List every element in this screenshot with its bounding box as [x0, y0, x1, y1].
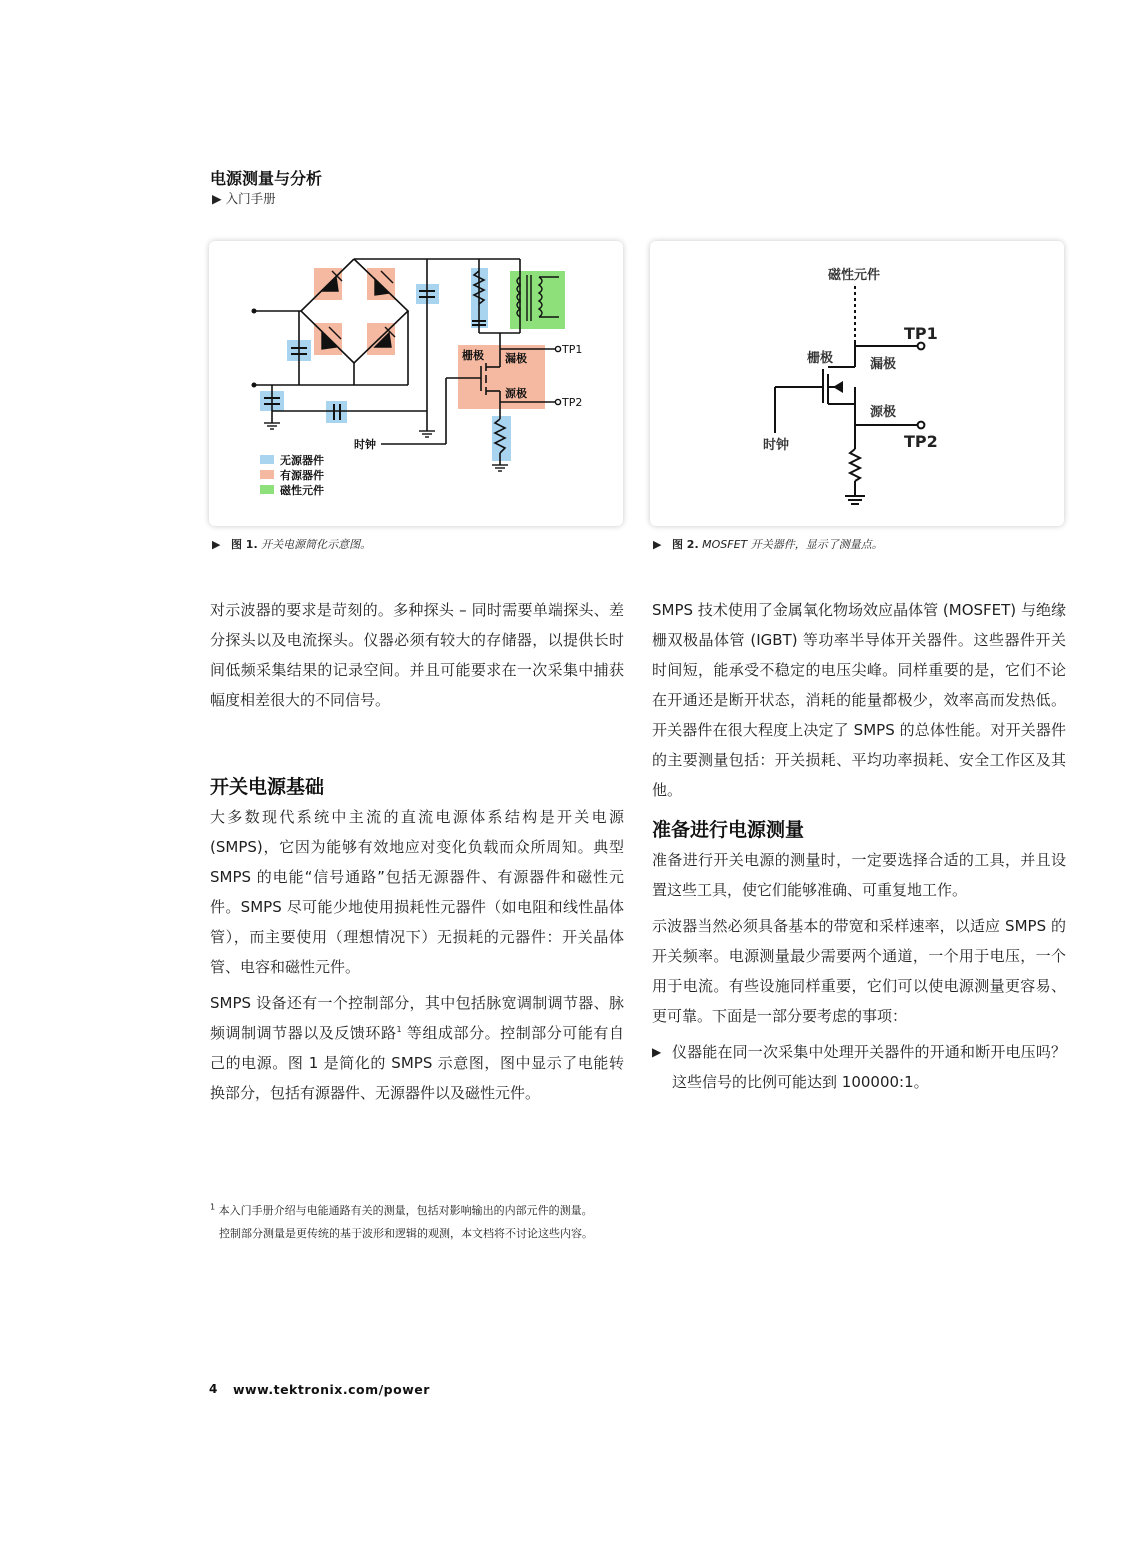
source-label: 源极	[870, 405, 897, 420]
ac-input-terminal	[252, 383, 257, 388]
drain-label: 漏极	[870, 357, 897, 372]
figure-1-smps-schematic	[209, 241, 623, 526]
magnetic-label: 磁性元件	[828, 268, 881, 283]
smps-basics-paragraph-1: 大多数现代系统中主流的直流电源体系结构是开关电源 (SMPS)，它因为能够有效地应对变化负载而众所周知。典型 SMPS 的电能“信号通路”包括无源器件、有源器件和磁性元件。SMPS 尽可能少地使用损耗性元器件（如电阻和线性晶体管），而主要使用（理想情况下）无损耗的元器件：开关晶体管、电容和磁性元件。	[210, 808, 624, 976]
footnote-mark: 1	[210, 1202, 216, 1212]
legend-swatch-magnetic	[260, 485, 274, 494]
footnote-line-1	[210, 1199, 624, 1222]
switching-devices-paragraph: SMPS 技术使用了金属氧化物场效应晶体管 (MOSFET) 与绝缘栅双极晶体管 (IGBT) 等功率半导体开关器件。这些器件开关时间短，能承受不稳定的电压尖峰。同样重要的是，它们不论在开通还是断开状态，消耗的能量都极少，效率高而发热低。开关器件在很大程度上决定了 SMPS 的总体性能。对开关器件的主要测量包括：开关损耗、平均功率损耗、安全工作区及其他。	[652, 601, 1066, 799]
mosfet-body-arrow	[833, 381, 843, 393]
footer-url-link[interactable]: www.tektronix.com/power	[233, 1382, 430, 1397]
legend-label-active: 有源器件	[280, 469, 324, 482]
intro-paragraph: 对示波器的要求是苛刻的。多种探头 – 同时需要单端探头、差分探头以及电流探头。仪器必须有较大的存储器，以提供长时间低频采集结果的记录空间。并且可能要求在一次采集中捕获幅度相差很大的不同信号。	[210, 601, 624, 709]
gate-label: 栅极	[462, 349, 484, 362]
document-title: 电源测量与分析	[210, 169, 323, 188]
drain-label: 漏极	[505, 352, 527, 365]
bullet-arrow-icon: ▶	[652, 1045, 662, 1059]
clock-label: 时钟	[763, 438, 790, 453]
source-resistor	[850, 449, 860, 481]
tp2-terminal	[918, 422, 925, 429]
figure-1-caption	[212, 536, 371, 552]
mosfet-switch-diagram	[650, 241, 1064, 526]
document-subtitle	[212, 189, 276, 207]
ac-input-terminal	[252, 309, 257, 314]
figure-2-caption-text: MOSFET 开关器件，显示了测量点。	[702, 538, 883, 551]
smps-schematic-diagram	[209, 241, 623, 526]
prepare-paragraph-1: 准备进行开关电源的测量时，一定要选择合适的工具，并且设置这些工具，使它们能够准确、可重复地工作。	[652, 851, 1066, 899]
tp2-label: TP2	[562, 396, 583, 409]
legend-swatch-passive	[260, 455, 274, 464]
tp1-label: TP1	[562, 343, 583, 356]
figure-1-caption-text: 开关电源简化示意图。	[261, 538, 372, 551]
subtitle-text: 入门手册	[225, 191, 276, 206]
caption-arrow-icon: ▶	[653, 538, 662, 551]
section-heading-smps-basics: 开关电源基础	[210, 776, 325, 798]
footnote-line-2: 控制部分测量是更传统的基于波形和逻辑的观测，本文档将不讨论这些内容。	[219, 1227, 593, 1240]
schematic-legend	[260, 453, 324, 497]
prepare-paragraph-2: 示波器当然必须具备基本的带宽和采样速率，以适应 SMPS 的开关频率。电源测量最少需要两个通道，一个用于电压，一个用于电流。有些设施同样重要，它们可以使电源测量更容易、更可靠。下面是一部分要考虑的事项：	[652, 917, 1066, 1025]
right-column	[652, 595, 1066, 1097]
legend-label-passive: 无源器件	[280, 454, 324, 467]
smps-basics-paragraph-2	[210, 988, 624, 1108]
mosfet-wires	[775, 286, 918, 496]
legend-swatch-active	[260, 470, 274, 479]
source-label: 源极	[505, 387, 527, 400]
tp2-terminal	[555, 399, 560, 404]
footnote-reference: 1	[396, 1025, 402, 1034]
legend-label-magnetic: 磁性元件	[280, 484, 324, 497]
ground-symbol	[845, 496, 865, 504]
tp1-terminal	[918, 343, 925, 350]
caption-arrow-icon: ▶	[212, 538, 221, 551]
left-column	[210, 595, 624, 1114]
figure-1-number: 图 1.	[230, 538, 258, 551]
section-heading-prepare-measurement: 准备进行电源测量	[652, 819, 805, 841]
bullet-item	[652, 1037, 1066, 1097]
figure-2-number: 图 2.	[671, 538, 699, 551]
paragraph-2-part-a: SMPS 设备还有一个控制部分，其中包括脉宽调制调节器、脉频调制调节器以及反馈环路	[210, 994, 624, 1042]
tp2-label: TP2	[904, 432, 938, 451]
bullet-text: 仪器能在同一次采集中处理开关器件的开通和断开电压吗？这些信号的比例可能达到 100000:1。	[672, 1043, 1066, 1091]
footnote	[210, 1199, 624, 1245]
clock-label: 时钟	[354, 438, 376, 451]
figure-2-mosfet-diagram	[650, 241, 1064, 526]
tp1-terminal	[555, 346, 560, 351]
page-number: 4	[209, 1382, 218, 1396]
subtitle-arrow-icon: ▶	[212, 191, 222, 206]
paragraph-2-part-b: 等组成部分。控制部分可能有自己的电源。图 1 是简化的 SMPS 示意图，图中显示了电能转换部分，包括有源器件、无源器件以及磁性元件。	[210, 1024, 624, 1102]
gate-label: 栅极	[807, 351, 834, 366]
footnote-text-1: 本入门手册介绍与电能通路有关的测量，包括对影响输出的内部元件的测量。	[218, 1204, 593, 1217]
tp1-label: TP1	[904, 324, 938, 343]
figure-2-caption	[653, 536, 883, 552]
